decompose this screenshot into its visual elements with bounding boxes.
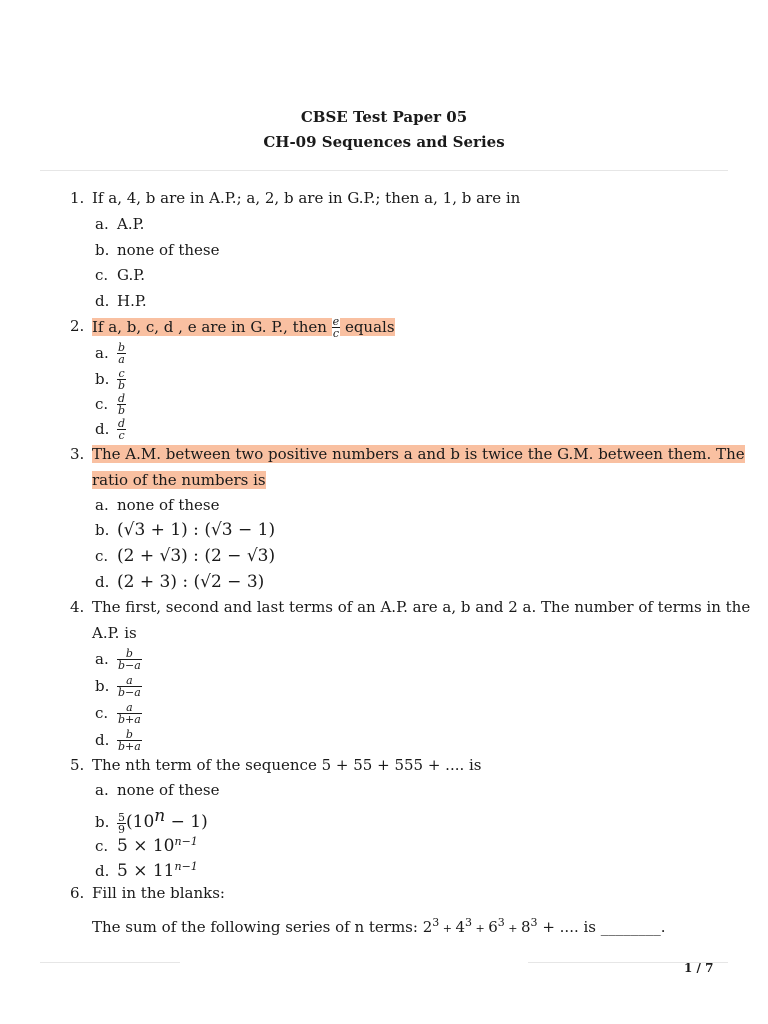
question-text: If a, 4, b are in A.P.; a, 2, b are in G.P.; then a, 1, b are in <box>92 189 521 207</box>
question-text: If a, b, c, d , e are in G. P., then $\frac{e}{c}$ equals <box>92 315 395 340</box>
question-number: 5. <box>70 756 85 774</box>
question-text: A.P. is <box>92 624 137 642</box>
option: c. $5 \times 10^{n-1}$ <box>95 835 198 856</box>
question-text: Fill in the blanks: <box>92 884 225 902</box>
option: a. $\frac{b}{a}$ <box>95 341 126 366</box>
fraction: $\frac{e}{c}$ <box>332 315 340 340</box>
option: b. $\frac{a}{b-a}$ <box>95 674 141 699</box>
option: b. $\frac{5}{9}$ $(10^n - 1)$ <box>95 806 208 836</box>
option: a. none of these <box>95 781 220 799</box>
header-divider <box>40 170 728 171</box>
option: c. G.P. <box>95 266 146 284</box>
question-number: 6. <box>70 884 85 902</box>
question-text: The first, second and last terms of an A.P. are a, b and 2 a. The number of terms in the <box>92 598 751 616</box>
question-number: 3. <box>70 445 85 463</box>
option: c. $\frac{d}{b}$ <box>95 392 126 417</box>
option: b. $\frac{c}{b}$ <box>95 367 126 392</box>
question-number: 1. <box>70 189 85 207</box>
option: a. $\frac{b}{b-a}$ <box>95 647 141 672</box>
option: a. none of these <box>95 496 220 514</box>
question-number: 4. <box>70 598 85 616</box>
page-number: 1 / 7 <box>684 961 714 975</box>
option: b. (√3 + 1) : (√3 − 1) <box>95 520 276 540</box>
option: d. $\frac{b}{b+a}$ <box>95 728 141 753</box>
paper-title: CBSE Test Paper 05 <box>300 108 468 126</box>
series-question-text: The sum of the following series of n terms: $2^3 + 4^3 + 6^3 + 8^3$ + .... is ________. <box>92 916 666 936</box>
question-text: ratio of the numbers is <box>92 471 266 489</box>
option: d. $5 \times 11^{n-1}$ <box>95 860 198 881</box>
question-text: The A.M. between two positive numbers a and b is twice the G.M. between them. The <box>92 445 745 463</box>
option: d. H.P. <box>95 292 147 310</box>
question-number: 2. <box>70 317 85 335</box>
option: d. $\frac{d}{c}$ <box>95 417 126 442</box>
option: c. $\frac{a}{b+a}$ <box>95 701 141 726</box>
option: b. none of these <box>95 241 220 259</box>
footer-divider-left <box>40 962 180 963</box>
question-text: The nth term of the sequence 5 + 55 + 555 + .... is <box>92 756 482 774</box>
chapter-title: CH-09 Sequences and Series <box>263 133 505 151</box>
option: d. (2 + 3) : (√2 − 3) <box>95 572 265 592</box>
option: c. (2 + √3) : (2 − √3) <box>95 546 276 566</box>
option: a. A.P. <box>95 215 145 233</box>
